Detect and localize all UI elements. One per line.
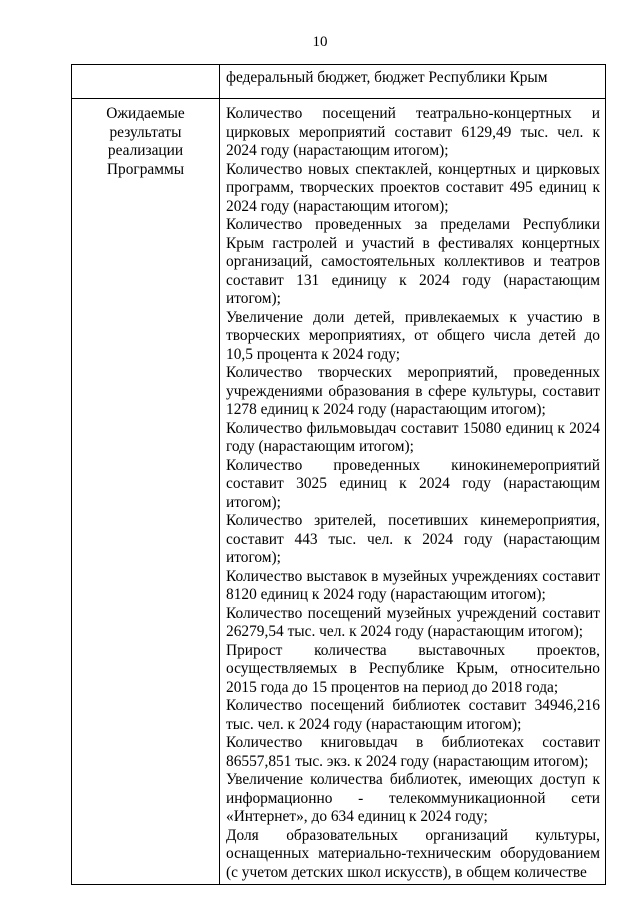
result-item: Количество посещений библиотек составит 34946,216 тыс. чел. к 2024 году (нарастающим итогом); (226, 697, 600, 733)
result-item: Количество посещений театрально-концертных и цирковых мероприятий составит 6129,49 тыс. чел. к 2024 году (нарастающим итогом); (226, 105, 600, 159)
financing-sources-text: федеральный бюджет, бюджет Республики Крым (220, 65, 606, 99)
page-number: 10 (312, 34, 328, 50)
result-item: Количество фильмовыдач составит 15080 единиц к 2024 году (нарастающим итогом); (226, 419, 600, 455)
table-row-financing-continued (72, 65, 606, 99)
result-item: Количество зрителей, посетивших кинемероприятия, составит 443 тыс. чел. к 2024 году (нарастающим итогом); (226, 512, 600, 566)
result-item: Количество проведенных кинокинемероприятий составит 3025 единиц к 2024 году (нарастающим итогом); (226, 456, 600, 511)
program-passport-table (71, 64, 606, 885)
result-item: Количество творческих мероприятий, проведенных учреждениями образования в сфере культуры, составит 1278 единиц к 2024 году (нарастающим итогом); (226, 364, 600, 418)
result-item: Количество выставок в музейных учреждениях составит 8120 единиц к 2024 году (нарастающим итогом); (226, 567, 600, 603)
result-item: Увеличение количества библиотек, имеющих доступ к информационно - телекоммуникационной сети «Интернет», до 634 единиц к 2024 году; (226, 771, 600, 825)
row-label-empty (72, 65, 220, 99)
result-item: Увеличение доли детей, привлекаемых к участию в творческих мероприятиях, от общего числа детей до 10,5 процента к 2024 году; (226, 308, 600, 363)
result-item: Количество проведенных за пределами Республики Крым гастролей и участий в фестивалях концертных организаций, самостоятельных коллективов и театров составит 131 единицу к 2024 году (нарастающим итогом); (226, 216, 600, 307)
row-label-expected-results: Ожидаемые результаты реализации Программы (72, 99, 220, 885)
result-item: Количество новых спектаклей, концертных и цирковых программ, творческих проектов составит 495 единиц к 2024 году (нарастающим итогом); (226, 160, 600, 215)
result-item: Прирост количества выставочных проектов, осуществляемых в Республике Крым, относительно 2015 года до 15 процентов на период до 2018 года; (226, 641, 600, 696)
result-item: Количество книговыдач в библиотеках составит 86557,851 тыс. экз. к 2024 году (нарастающим итогом); (226, 734, 600, 770)
table-row-expected-results (72, 99, 606, 885)
result-item: Доля образовательных организаций культуры, оснащенных материально-техническим оборудованием (с учетом детских школ искусств), в общем количестве (226, 826, 600, 881)
result-item: Количество посещений музейных учреждений составит 26279,54 тыс. чел. к 2024 году (нарастающим итогом); (226, 604, 600, 640)
expected-results-list (220, 99, 606, 885)
